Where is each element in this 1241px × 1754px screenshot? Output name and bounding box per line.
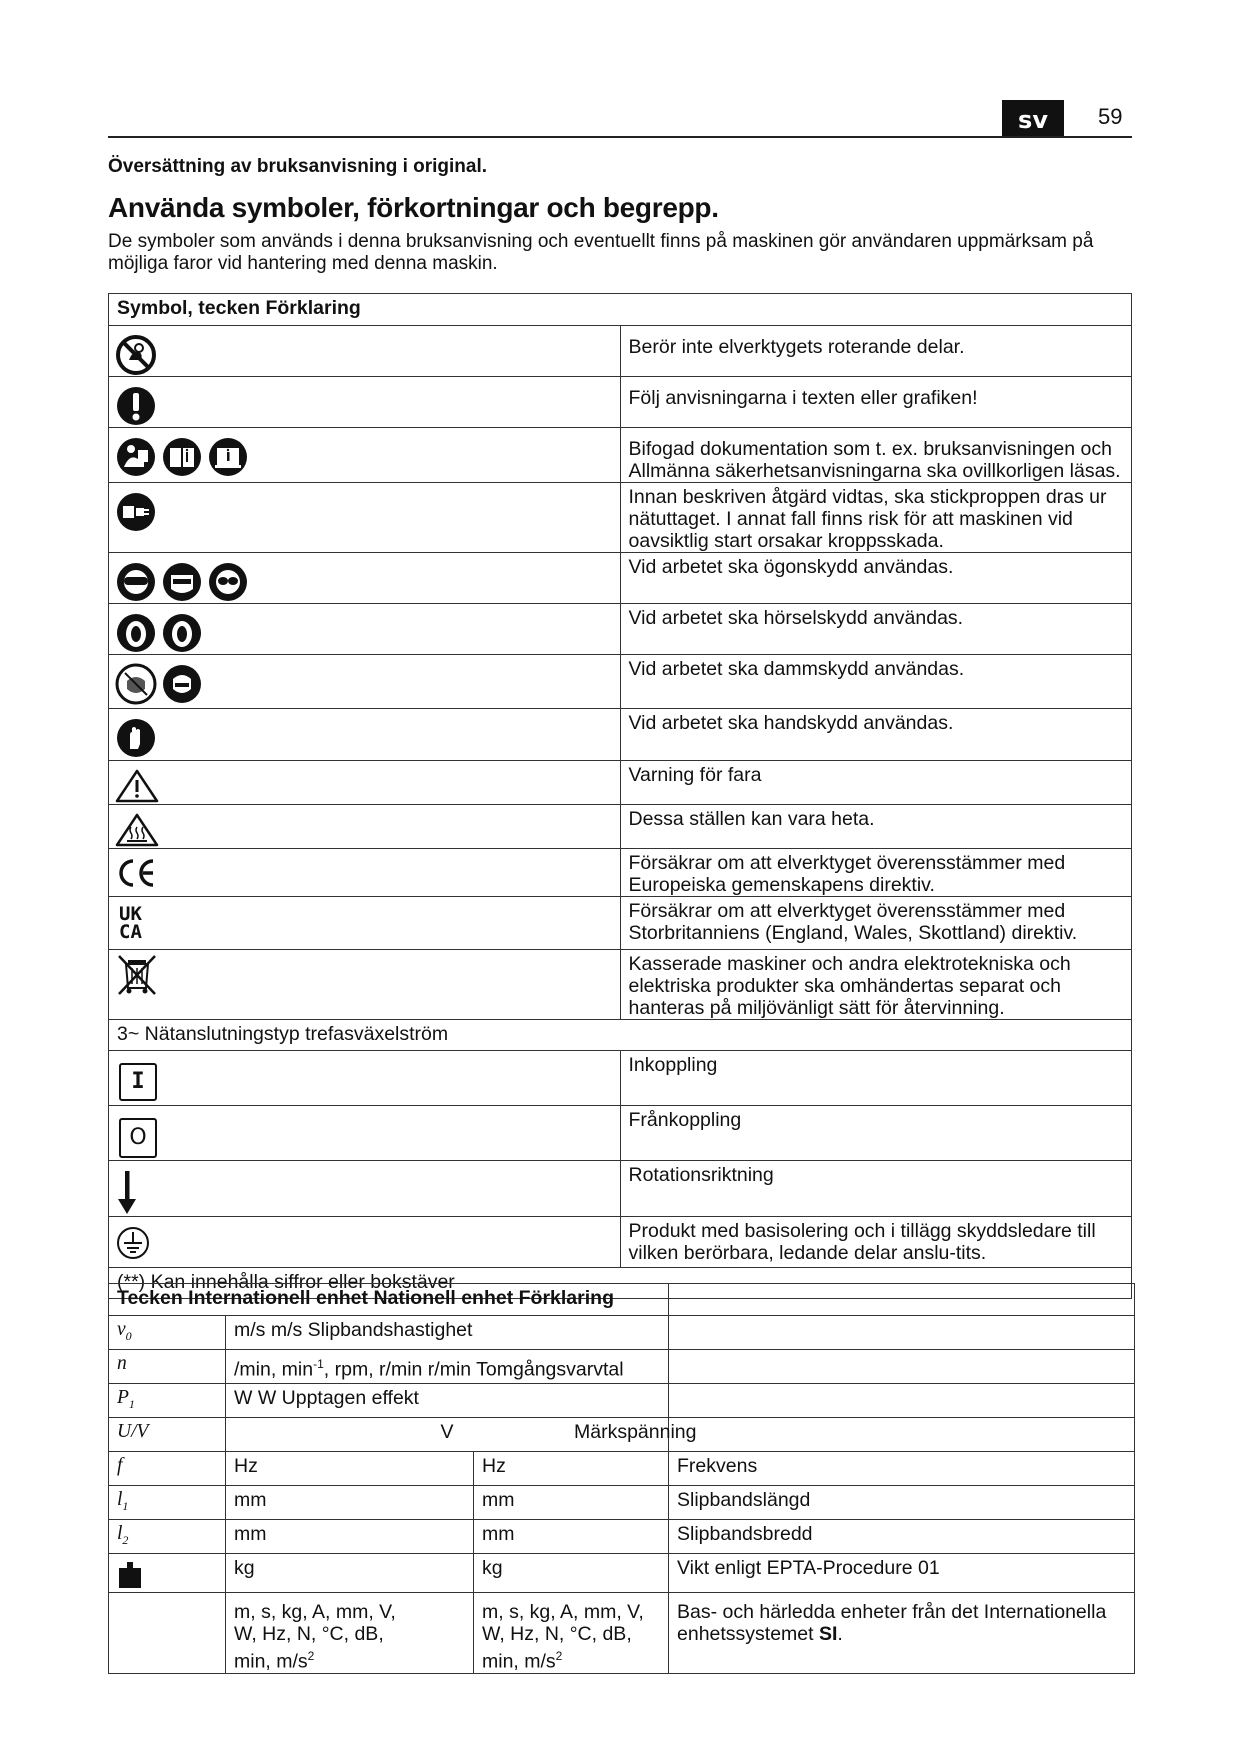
symbol-table-header: Symbol, tecken Förklaring (109, 294, 1132, 326)
rotation-arrow-icon (115, 1169, 139, 1215)
table-row (109, 709, 1132, 761)
table-row (109, 761, 1132, 805)
explanation-cell: Rotationsriktning (620, 1161, 1132, 1217)
symbol-cell: $l_2$ (109, 1520, 226, 1554)
read-manual-icon (115, 436, 157, 478)
symbol-cell (109, 604, 621, 655)
weee-bin-icon (115, 952, 159, 998)
symbol-cell: U/V (109, 1418, 226, 1452)
symbol-cell (109, 761, 621, 805)
hot-surface-icon (115, 813, 159, 847)
page-number: 59 (1098, 104, 1123, 129)
explanation-cell: Vid arbetet ska ögonskydd användas. (620, 553, 1132, 604)
table-row (109, 1486, 1135, 1520)
explanation-cell: Försäkrar om att elverktyget överensstämmer med Storbritanniens (England, Wales, Skottland) direktiv. (620, 897, 1132, 950)
explanation-cell: Produkt med basisolering och i tillägg skyddsledare till vilken berörbara, ledande delar anslu-tits. (620, 1217, 1132, 1268)
table-row (109, 1020, 1132, 1051)
explanation-cell: Slipbandslängd (669, 1486, 1135, 1520)
explanation-cell: Frekvens (669, 1452, 1135, 1486)
table-row (109, 1554, 1135, 1593)
explanation-cell: Vid arbetet ska hörselskydd användas. (620, 604, 1132, 655)
international-unit-cell: mm (226, 1486, 474, 1520)
empty-cell (669, 1350, 1135, 1384)
table-row (109, 1452, 1135, 1486)
book-icon (161, 436, 203, 478)
gloves-icon (115, 717, 157, 759)
table-row (109, 1593, 1135, 1674)
table-row (109, 655, 1132, 709)
respirator-icon (161, 663, 203, 705)
units-table (108, 1283, 1135, 1674)
symbol-cell (109, 897, 621, 950)
table-row (109, 950, 1132, 1020)
symbol-cell (109, 950, 621, 1020)
intro-paragraph: De symboler som används i denna bruksanvisning och eventuellt finns på maskinen gör användaren uppmärksam på möjliga faror vid hantering med denna maskin. (108, 231, 1094, 274)
explanation-cell: Dessa ställen kan vara heta. (620, 805, 1132, 849)
exclamation-icon (115, 385, 157, 427)
national-unit-cell: mm (474, 1520, 669, 1554)
ukca-mark-icon (115, 905, 620, 941)
unplug-icon (115, 491, 157, 533)
table-row (109, 428, 1132, 483)
header-rule (108, 136, 1132, 138)
explanation-cell: Slipbandsbredd (669, 1520, 1135, 1554)
explanation-cell: Kasserade maskiner och andra elektrotekniska och elektriska produkter ska omhändertas separat och hanteras på miljövänligt sätt för återvinning. (620, 950, 1132, 1020)
symbol-cell (109, 849, 621, 897)
units-table-header: Tecken Internationell enhet Nationell enhet Förklaring (109, 1284, 669, 1316)
table-row (109, 1106, 1132, 1161)
table-row (109, 1051, 1132, 1106)
face-shield-icon (161, 561, 203, 603)
switch-off-icon (119, 1118, 157, 1158)
symbol-cell (109, 483, 621, 553)
national-unit-cell: Hz (474, 1452, 669, 1486)
switch-on-icon (119, 1063, 157, 1101)
switch-off-label: O (129, 1125, 147, 1150)
explanation-cell: Vikt enligt EPTA-Procedure 01 (669, 1554, 1135, 1593)
symbol-cell (109, 1051, 621, 1106)
ukca-line-2: CA (119, 921, 142, 943)
explanation-cell: Vid arbetet ska handskydd användas. (620, 709, 1132, 761)
merged-cell: m/s m/s Slipbandshastighet (226, 1316, 669, 1350)
goggles-icon (115, 561, 157, 603)
three-phase-row: 3~ Nätanslutningstyp trefasväxelström (109, 1020, 1132, 1051)
ear-protection-icon (115, 612, 157, 654)
symbol-cell (109, 1217, 621, 1268)
symbol-table (108, 293, 1132, 1299)
symbol-cell: n (109, 1350, 226, 1384)
safety-glasses-icon (207, 561, 249, 603)
weight-icon (117, 1562, 143, 1588)
table-row (109, 326, 1132, 377)
footnote-row: (**) Kan innehålla siffror eller bokstäver (109, 1268, 1132, 1299)
symbol-cell (109, 326, 621, 377)
table-row (109, 1350, 1135, 1384)
symbol-cell (109, 1106, 621, 1161)
symbol-cell (109, 805, 621, 849)
symbol-cell (109, 1593, 226, 1674)
symbol-cell: $l_1$ (109, 1486, 226, 1520)
explanation-cell: Följ anvisningarna i texten eller grafiken! (620, 377, 1132, 428)
symbol-cell: $P_1$ (109, 1384, 226, 1418)
explanation-cell: Vid arbetet ska dammskydd användas. (620, 655, 1132, 709)
table-row (109, 1161, 1132, 1217)
table-row (109, 553, 1132, 604)
empty-cell (669, 1316, 1135, 1350)
explanation-cell: Bas- och härledda enheter från det Internationella enhetssystemet SI. (669, 1593, 1135, 1674)
national-unit-cell: m, s, kg, A, mm, V, W, Hz, N, °C, dB, min, $m/s^2$ (474, 1593, 669, 1674)
switch-on-label: I (131, 1069, 145, 1094)
table-header-row (109, 1284, 1135, 1316)
explanation-cell: Innan beskriven åtgärd vidtas, ska stickproppen dras ur nätuttaget. I annat fall finns risk för att maskinen vid oavsiktlig start orsakar kroppsskada. (620, 483, 1132, 553)
warning-triangle-icon (115, 769, 159, 803)
table-row (109, 483, 1132, 553)
symbol-cell: f (109, 1452, 226, 1486)
symbol-cell (109, 377, 621, 428)
symbol-cell (109, 1554, 226, 1593)
explanation-cell: Berör inte elverktygets roterande delar. (620, 326, 1132, 377)
national-unit-cell: kg (474, 1554, 669, 1593)
dust-mask-icon (115, 663, 157, 705)
table-row (109, 604, 1132, 655)
section-heading: Använda symboler, förkortningar och begrepp. (108, 192, 719, 223)
ce-mark-icon (115, 857, 159, 889)
explanation-cell: Försäkrar om att elverktyget överensstämmer med Europeiska gemenskapens direktiv. (620, 849, 1132, 897)
explanation-cell: Märkspänning (669, 1418, 1135, 1452)
international-unit-cell: kg (226, 1554, 474, 1593)
translation-note: Översättning av bruksanvisning i original. (108, 156, 488, 177)
ear-muffs-icon (161, 612, 203, 654)
table-row (109, 377, 1132, 428)
international-unit-cell: m, s, kg, A, mm, V, W, Hz, N, °C, dB, min, $m/s^2$ (226, 1593, 474, 1674)
table-row (109, 1316, 1135, 1350)
table-row (109, 849, 1132, 897)
symbol-cell (109, 1161, 621, 1217)
table-row (109, 1217, 1132, 1268)
explanation-cell: Frånkoppling (620, 1106, 1132, 1161)
protective-earth-icon (115, 1225, 151, 1261)
table-row (109, 1520, 1135, 1554)
table-row (109, 897, 1132, 950)
no-touch-rotating-icon (115, 334, 157, 376)
national-unit-cell: mm (474, 1486, 669, 1520)
language-badge: sv (1002, 100, 1064, 136)
unit-cell: V (226, 1418, 669, 1452)
ukca-line-1: UK (119, 903, 142, 925)
merged-cell: /min, $\min^{-1}$, rpm, r/min r/min Tomgångsvarvtal (226, 1350, 669, 1384)
symbol-cell: $v_0$ (109, 1316, 226, 1350)
table-row (109, 1384, 1135, 1418)
empty-cell (669, 1384, 1135, 1418)
merged-cell: W W Upptagen effekt (226, 1384, 669, 1418)
symbol-cell (109, 709, 621, 761)
table-row (109, 805, 1132, 849)
empty-header-cell (669, 1284, 1135, 1316)
symbol-cell (109, 655, 621, 709)
table-row (109, 1418, 1135, 1452)
table-header-row (109, 294, 1132, 326)
international-unit-cell: Hz (226, 1452, 474, 1486)
explanation-cell: Varning för fara (620, 761, 1132, 805)
symbol-cell (109, 553, 621, 604)
international-unit-cell: mm (226, 1520, 474, 1554)
explanation-cell: Inkoppling (620, 1051, 1132, 1106)
explanation-cell: Bifogad dokumentation som t. ex. bruksanvisningen och Allmänna säkerhetsanvisningarna ska ovillkorligen läsas. (620, 428, 1132, 483)
manual-info-icon (207, 436, 249, 478)
symbol-cell (109, 428, 621, 483)
